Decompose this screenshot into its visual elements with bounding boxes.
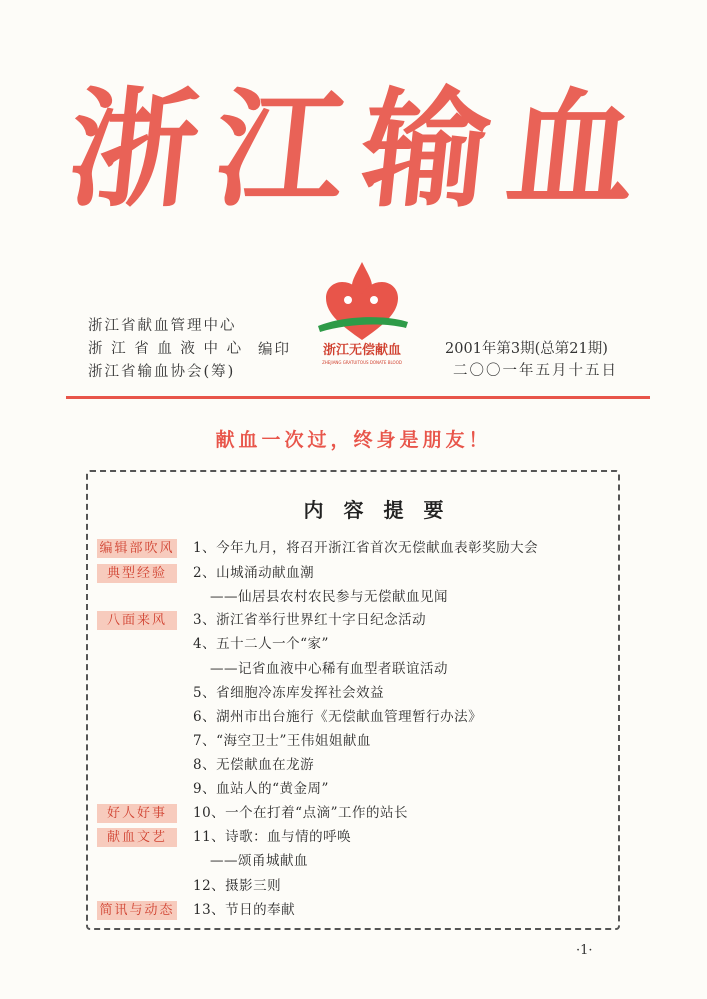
section-tag-news: 八面来风 xyxy=(97,611,177,630)
toc-item: 13、节日的奉献 xyxy=(193,902,296,918)
masthead-title: 浙江输血 xyxy=(62,75,662,225)
publisher-name: 浙江省献血管理中心 xyxy=(88,318,237,334)
logo-text: 浙江无偿献血 xyxy=(322,343,402,358)
blood-donation-logo xyxy=(312,258,412,373)
page-number: ·1· xyxy=(576,943,593,958)
toc-item: 2、山城涌动献血潮 xyxy=(193,565,315,581)
toc-item: 6、湖州市出台施行《无偿献血管理暂行办法》 xyxy=(193,709,483,725)
section-tag-good-deeds: 好人好事 xyxy=(97,804,177,823)
publisher-name: 浙江省输血协会(筹) xyxy=(88,364,236,380)
section-tag-briefs: 简讯与动态 xyxy=(97,901,177,920)
publisher-list xyxy=(88,315,243,384)
toc-item: 5、省细胞冷冻库发挥社会效益 xyxy=(193,685,385,701)
issue-number: 2001年第3期(总第21期) xyxy=(445,341,608,357)
issue-date: 二〇〇一年五月十五日 xyxy=(453,363,618,379)
contents-title: 内容提要 xyxy=(303,498,464,522)
issue-info xyxy=(445,338,618,382)
toc-item: 1、今年九月，将召开浙江省首次无偿献血表彰奖励大会 xyxy=(193,540,539,556)
logo-subtext: ZHEJIANG GRATUITOUS DONATE BLOOD xyxy=(322,360,402,365)
heart-drop-icon xyxy=(312,258,412,373)
section-tag-experience: 典型经验 xyxy=(97,564,177,583)
edit-print-label: 编印 xyxy=(258,342,291,358)
toc-item: 7、“海空卫士”王伟姐姐献血 xyxy=(193,733,371,749)
toc-subitem: ——仙居县农村农民参与无偿献血见闻 xyxy=(210,589,448,605)
section-tag-arts: 献血文艺 xyxy=(97,828,177,847)
toc-item: 11、诗歌：血与情的呼唤 xyxy=(193,829,352,845)
toc-item: 4、五十二人一个“家” xyxy=(193,636,329,652)
toc-item: 3、浙江省举行世界红十字日纪念活动 xyxy=(193,612,427,628)
header-divider xyxy=(66,396,650,399)
toc-item: 10、一个在打着“点滴”工作的站长 xyxy=(193,805,408,821)
toc-subitem: ——颂甬城献血 xyxy=(210,853,308,869)
toc-item: 12、摄影三则 xyxy=(193,878,282,894)
toc-item: 9、血站人的“黄金周” xyxy=(193,781,329,797)
section-tag-editorial: 编辑部吹风 xyxy=(97,539,177,558)
toc-item: 8、无偿献血在龙游 xyxy=(193,757,315,773)
slogan: 献血一次过，终身是朋友！ xyxy=(215,429,492,451)
toc-subitem: ——记省血液中心稀有血型者联谊活动 xyxy=(210,661,448,677)
publisher-name: 浙 江 省 血 液 中 心 xyxy=(88,341,244,357)
